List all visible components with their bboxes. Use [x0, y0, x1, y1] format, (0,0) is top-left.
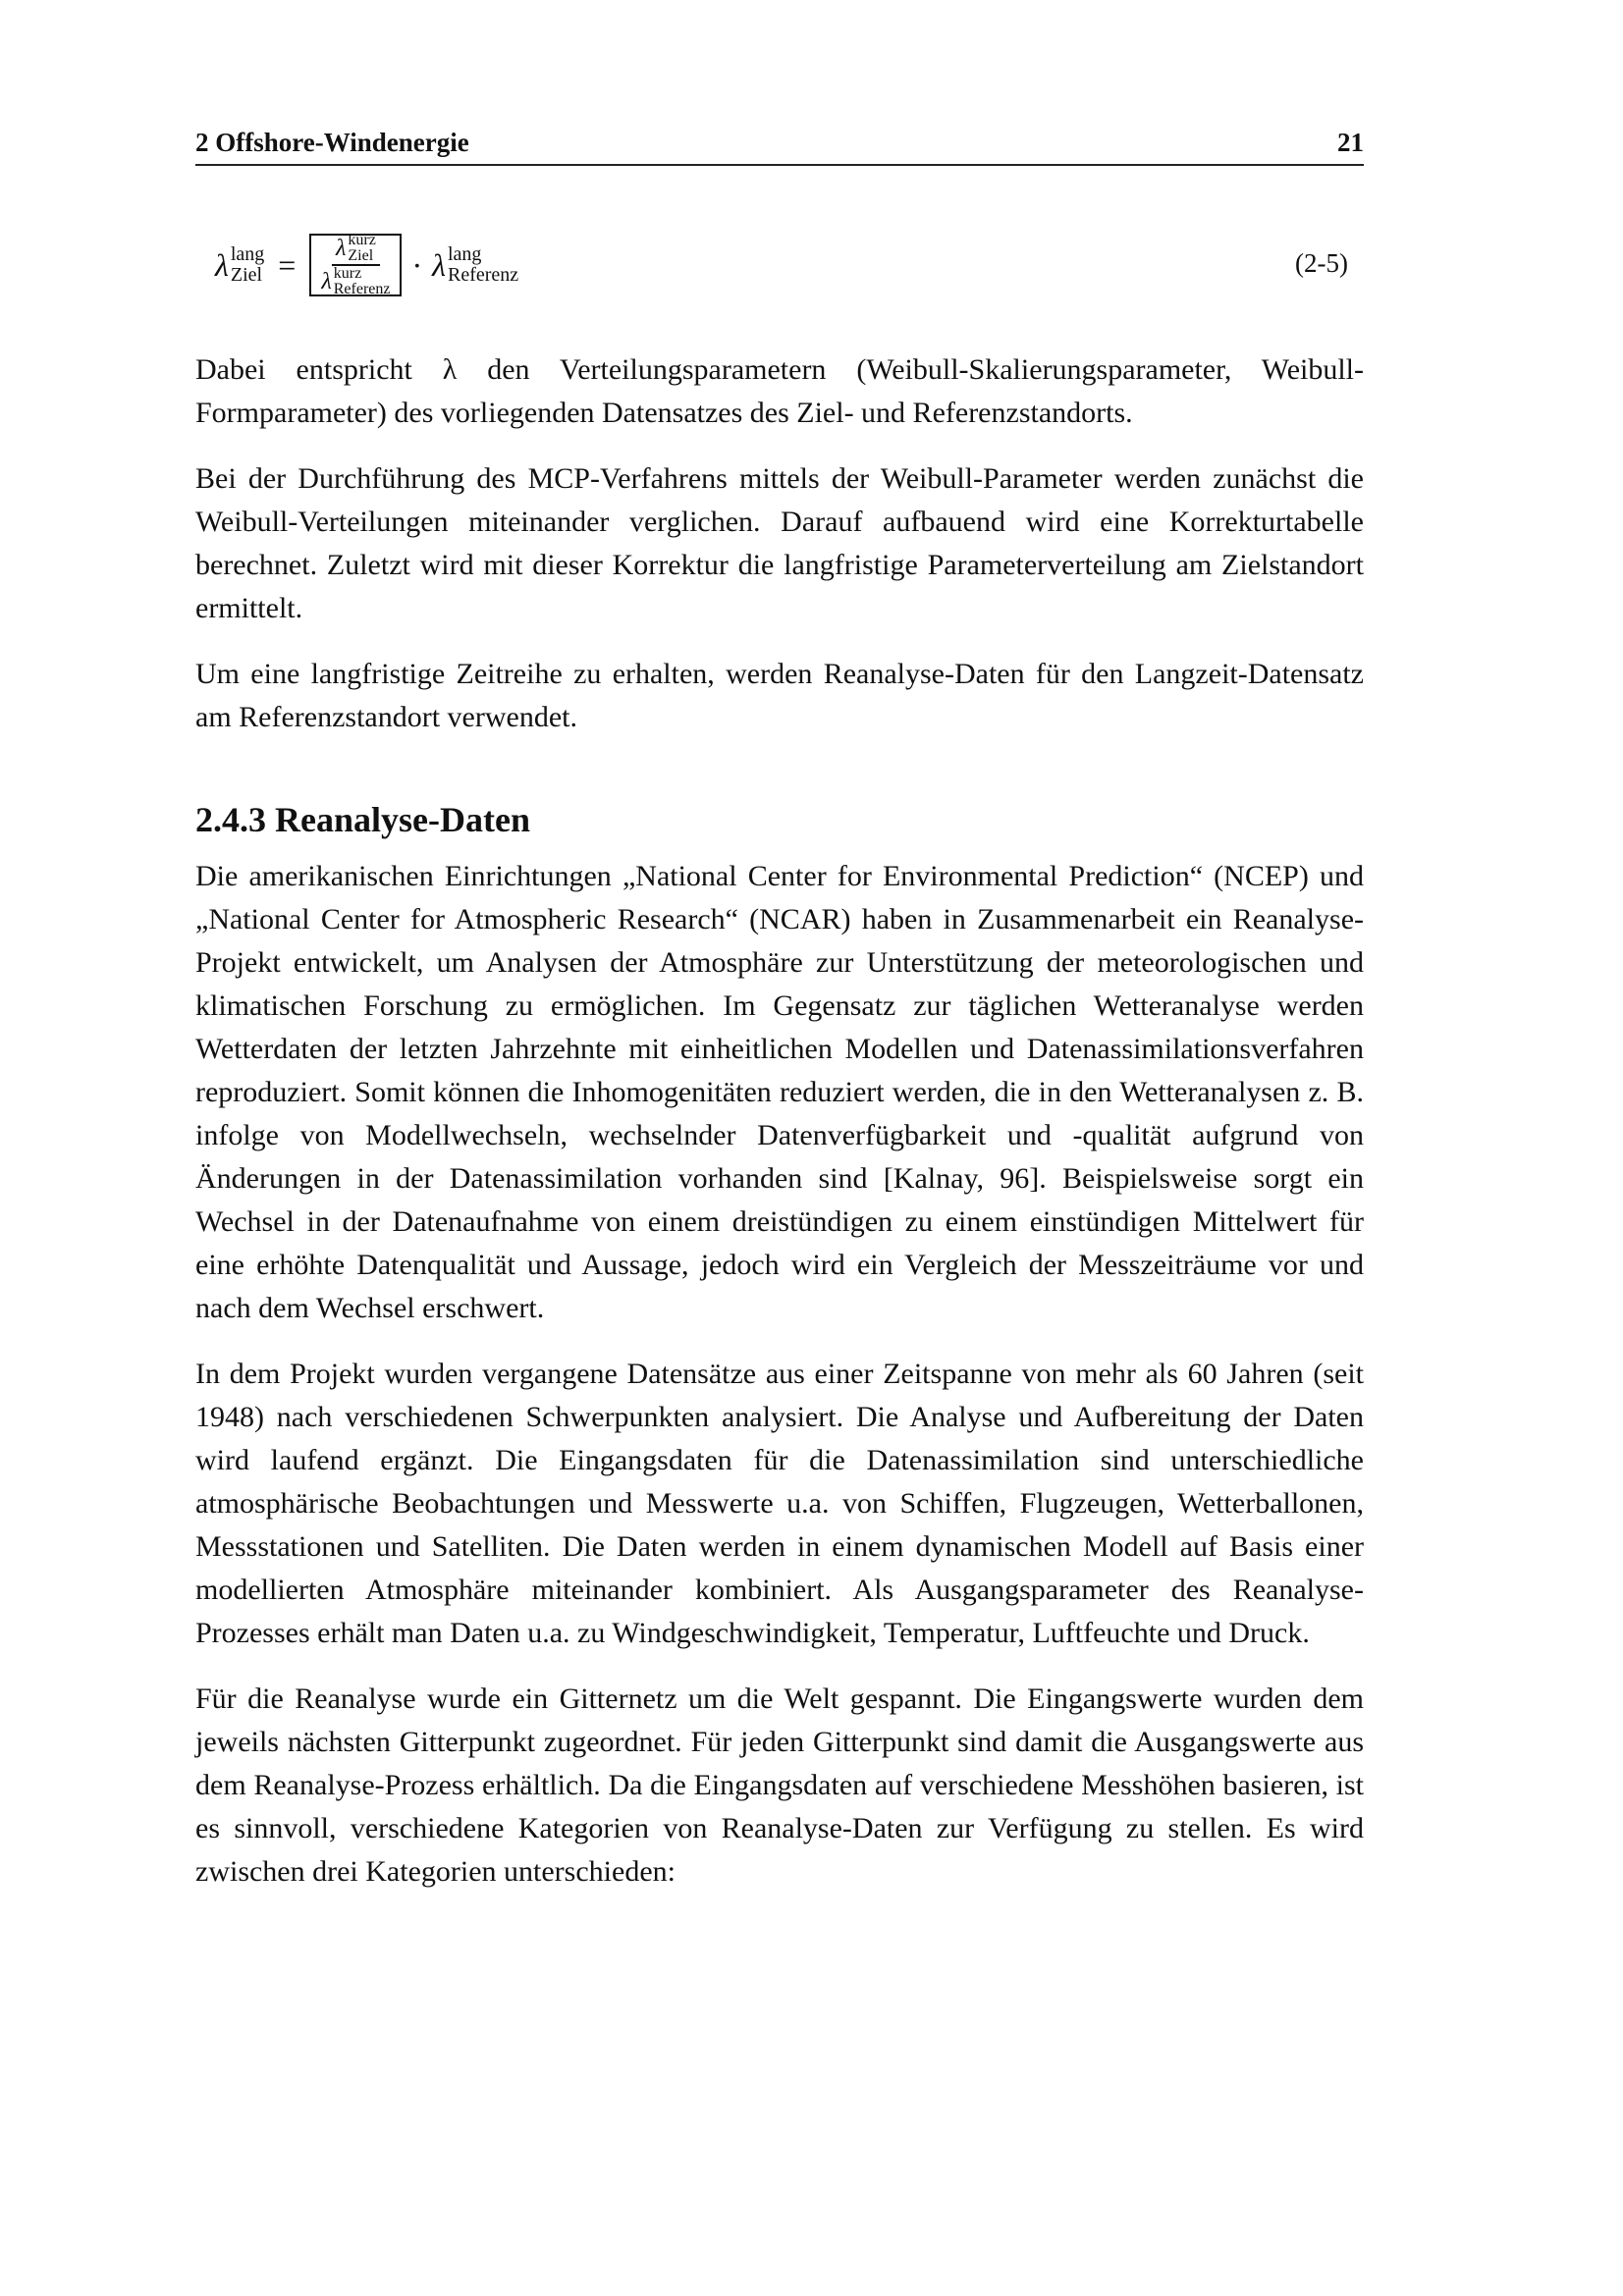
paragraph: In dem Projekt wurden vergangene Datensätze aus einer Zeitspanne von mehr als 60 Jahren (seit 1948) nach verschiedenen Schwerpunkten analysiert. Die Analyse und Aufbereitung der Daten wird laufend ergänzt. Die Eingangsdaten für die Datenassimilation sind unterschiedliche atmosphärische Beobachtungen und Messwerte u.a. von Schiffen, Flugzeugen, Wetterballonen, Messstationen und Satelliten. Die Daten werden in einem dynamischen Modell auf Basis einer modellierten Atmosphäre miteinander kombiniert. Als Ausgangsparameter des Reanalyse-Prozesses erhält man Daten u.a. zu Windgeschwindigkeit, Temperatur, Luftfeuchte und Druck.: [195, 1358, 1364, 1649]
fraction-denominator: [317, 266, 394, 296]
bracket: [309, 234, 402, 296]
equation-block: [195, 233, 1364, 297]
numerator-superscript: kurz: [348, 232, 376, 248]
page-number: 21: [1337, 128, 1364, 157]
equals-sign: =: [278, 246, 297, 283]
lambda-symbol: λ: [432, 246, 446, 283]
paragraph: Bei der Durchführung des MCP-Verfahrens mittels der Weibull-Parameter werden zunächst die Weibull-Verteilungen miteinander verglichen. Darauf aufbauend wird eine Korrekturtabelle berechnet. Zuletzt wird mit dieser Korrektur die langfristige Parameterverteilung am Zielstandort ermittelt.: [195, 462, 1364, 624]
numerator-subscript: Ziel: [348, 247, 374, 264]
paragraph: Die amerikanischen Einrichtungen „National Center for Environmental Prediction“ (NCEP) und „National Center for Atmospheric Research“ (NCAR) haben in Zusammenarbeit ein Reanalyse-Projekt entwickelt, um Analysen der Atmosphäre zur Unterstützung der meteorologischen und klimatischen Forschung zu ermöglichen. Im Gegensatz zur täglichen Wetteranalyse werden Wetterdaten der letzten Jahrzehnte mit einheitlichen Modellen und Datenassimilationsverfahren reproduziert. Somit können die Inhomogenitäten reduziert werden, die in den Wetteranalysen z. B. infolge von Modellwechseln, wechselnder Datenverfügbarkeit und -qualität aufgrund von Änderungen in der Datenassimilation vorhanden sind [Kalnay, 96]. Beispielsweise sorgt ein Wechsel in der Datenaufnahme von einem dreistündigen zu einem einstündigen Mittelwert für eine erhöhte Datenqualität und Aussage, jedoch wird ein Vergleich der Messzeiträume vor und nach dem Wechsel erschwert.: [195, 860, 1364, 1324]
paragraph: Für die Reanalyse wurde ein Gitternetz um die Welt gespannt. Die Eingangswerte wurden dem jeweils nächsten Gitterpunkt zugeordnet. Für jeden Gitterpunkt sind damit die Ausgangswerte aus dem Reanalyse-Prozess erhältlich. Da die Eingangsdaten auf verschiedene Messhöhen basieren, ist es sinnvoll, verschiedene Kategorien von Reanalyse-Daten zur Verfügung zu stellen. Es wird zwischen drei Kategorien unterschieden:: [195, 1682, 1364, 1888]
lhs-superscript: lang: [230, 243, 265, 265]
lambda-symbol: λ: [335, 236, 347, 261]
rhs-indices: [448, 245, 518, 285]
denominator-superscript: kurz: [333, 265, 362, 282]
denominator-subscript: Referenz: [333, 281, 391, 297]
running-header: [195, 128, 1364, 166]
fraction-numerator: [332, 234, 380, 266]
numerator-indices: [348, 234, 375, 263]
lambda-symbol: λ: [321, 269, 332, 294]
fraction: [317, 234, 394, 296]
equation: [215, 233, 518, 297]
denominator-indices: [334, 267, 391, 296]
lhs-subscript: Ziel: [230, 264, 263, 286]
page: [195, 128, 1364, 1894]
lambda-symbol: λ: [215, 246, 229, 283]
multiplication-dot: ·: [411, 246, 423, 283]
rhs-subscript: Referenz: [448, 264, 519, 286]
lhs-indices: [231, 245, 264, 285]
chapter-title: 2 Offshore-Windenergie: [195, 128, 469, 157]
section-heading: 2.4.3 Reanalyse-Daten: [195, 800, 530, 839]
paragraph: Um eine langfristige Zeitreihe zu erhalten, werden Reanalyse-Daten für den Langzeit-Datensatz am Referenzstandort verwendet.: [195, 658, 1364, 733]
rhs-superscript: lang: [448, 243, 482, 265]
equation-number: (2-5): [1295, 248, 1348, 278]
paragraph: Dabei entspricht λ den Verteilungsparametern (Weibull-Skalierungsparameter, Weibull-Formparameter) des vorliegenden Datensatzes des Ziel- und Referenzstandorts.: [195, 353, 1364, 429]
